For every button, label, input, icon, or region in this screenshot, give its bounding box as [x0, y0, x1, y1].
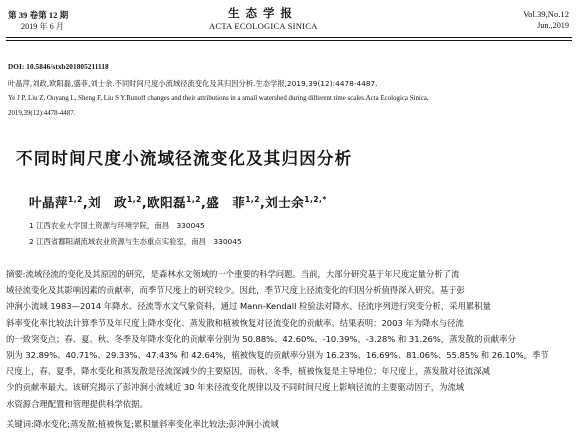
abstract [6, 266, 571, 412]
citation-cn: 叶晶萍,刘政,欧阳磊,盛菲,刘士余.不同时间尺度小流域径流变化及其归因分析.生态学报,2019,39(12):4478-4487. [8, 79, 378, 88]
citation-en-line1: Ye J P, Liu Z, Ouyang L, Sheng F, Liu S Y.Runoff changes and their attributions in a small watershed during different time scales.Acta Ecologica Sinica, [8, 95, 429, 102]
journal-title-cn: 生 态 学 报 [228, 6, 294, 20]
author-separator: , [200, 195, 207, 210]
abstract-line: 水资源合理配置和管理提供科学依据。 [6, 398, 148, 409]
author-affiliation-sup: 1,2 [127, 194, 142, 204]
header-rule-thick [6, 37, 572, 38]
publish-date-en: Jun.,2019 [537, 21, 569, 30]
publish-date-cn: 2019 年 6 月 [21, 22, 64, 31]
abstract-line: 少的贡献率最大。该研究揭示了彭冲涧小流域近 30 年来径流变化规律以及不同时间尺度上影响径流的主要驱动因子，为流域 [6, 382, 465, 393]
author-affiliation-sup: 1,2 [186, 194, 201, 204]
keywords: 关键词:降水变化;蒸发散;植被恢复;累积量斜率变化率比较法;彭冲涧小流域 [6, 419, 279, 429]
paper-title: 不同时间尺度小流域径流变化及其归因分析 [16, 149, 353, 168]
doi[interactable]: DOI: 10.5846/stxb201805211118 [8, 63, 109, 71]
author-affiliation-sup: 1,2 [245, 194, 260, 204]
author-name: 盛 菲 [206, 195, 246, 210]
volume-issue-en: Vol.39,No.12 [523, 9, 569, 19]
author-name: 刘士余 [265, 195, 305, 210]
affiliation-1: 1 江西农业大学国土资源与环境学院，南昌 330045 [29, 221, 205, 230]
abstract-line: 的一致突变点；春、夏、秋、冬季及年降水变化的贡献率分别为 50.88%、42.60%、-10.39%、-3.28% 和 31.26%，蒸发散的贡献率分 [6, 333, 516, 344]
author-affiliation-sup: 1,2 [68, 194, 83, 204]
journal-title-en: ACTA ECOLOGICA SINICA [209, 21, 318, 31]
author-name: 刘 政 [88, 195, 128, 210]
abstract-line: 尺度上，春、夏季，降水变化和蒸发散是径流深减少的主要原因，而秋、冬季，植被恢复是主导地位；年尺度上，蒸发散对径流深减 [6, 366, 490, 377]
abstract-line: 冲涧小流域 1983—2014 年降水、径流等水文气象资料，通过 Mann-Kendall 检验法对降水、径流序列进行突变分析，采用累积量 [6, 301, 491, 312]
header-rule-thin [6, 40, 572, 41]
author-separator: , [260, 195, 266, 210]
abstract-line: 斜率变化率比较法计算季节及年尺度上降水变化、蒸发散和植被恢复对径流变化的贡献率。结果表明：2003 年为降水与径流 [6, 317, 464, 328]
abstract-line: 域径流变化及其影响因素的贡献率，而季节尺度上的研究较少。因此，季节尺度上径流变化的归因分析值得深入研究。基于彭 [6, 285, 465, 296]
author-affiliation-sup: 1,2,* [304, 194, 327, 204]
author-list [29, 193, 327, 211]
author-name: 叶晶萍 [29, 195, 69, 210]
affiliation-2: 2 江西省鄱阳湖流域农业资源与生态重点实验室，南昌 330045 [29, 237, 242, 246]
citation-en-line2: 2019,39(12):4478-4487. [8, 110, 76, 117]
author-name: 欧阳磊 [147, 195, 187, 210]
abstract-line: 摘要:流域径流的变化及其原因的研究，是森林水文领域的一个重要的科学问题。当前，大部分研究基于年尺度定量分析了流 [6, 269, 460, 279]
author-separator: , [82, 195, 89, 210]
author-separator: , [141, 195, 148, 210]
abstract-line: 别为 32.89%、40.71%、29.33%、47.43% 和 42.64%，植被恢复的贡献率分别为 16.23%、16.69%、81.06%、55.85% 和 26.10%。季节 [6, 350, 549, 361]
volume-issue-cn: 第 39 卷第 12 期 [8, 10, 69, 20]
